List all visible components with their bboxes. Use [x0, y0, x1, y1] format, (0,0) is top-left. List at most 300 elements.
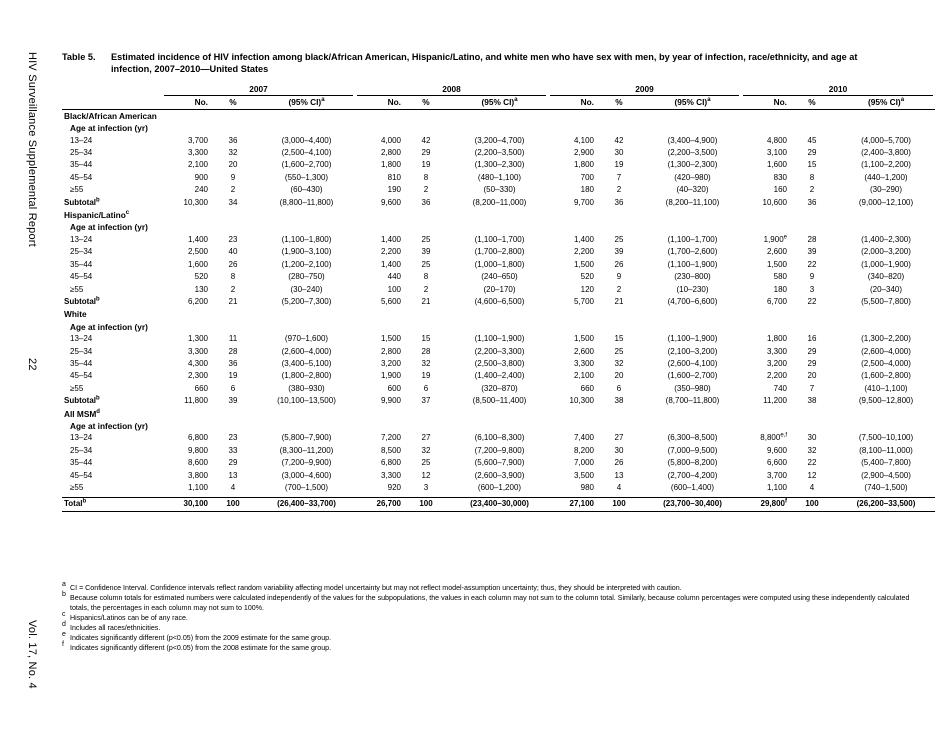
group-header	[62, 109, 935, 122]
table-row-label	[62, 259, 162, 271]
cell-percent: 26	[614, 259, 624, 269]
caption-line-2: infection, 2007–2010—United States	[111, 64, 269, 74]
table-row	[62, 246, 935, 258]
cell-percent: 32	[421, 445, 431, 455]
cell-number	[741, 470, 787, 482]
cell-ci: (5,200–7,300)	[281, 296, 332, 306]
cell-number	[548, 296, 594, 308]
subtotal-row	[62, 197, 935, 209]
number-value: 1,500	[380, 334, 401, 344]
cell-number	[162, 135, 208, 147]
group-filler	[162, 308, 935, 320]
cell-ci: (1,100–1,900)	[667, 334, 718, 344]
cell-percent: 39	[807, 247, 817, 257]
number-value: 900	[194, 172, 208, 182]
incidence-table	[62, 83, 935, 512]
table-row-label	[62, 432, 162, 444]
cell-percent: 29	[807, 358, 817, 368]
cell-number	[355, 147, 401, 159]
cell-number	[741, 498, 787, 511]
ci-footnote-mark: a	[900, 97, 905, 104]
cell-percent: 25	[614, 346, 624, 356]
table-row-label	[62, 383, 162, 395]
cell-number	[355, 457, 401, 469]
footnote-text: Indicates significantly different (p<0.05) from the 2009 estimate for the same group.	[70, 634, 332, 642]
cell-percent: 8	[230, 272, 236, 282]
footnote-mark: b	[96, 395, 100, 402]
cell-ci: (2,200–3,500)	[667, 148, 718, 158]
cell-percent: 20	[807, 371, 817, 381]
number-value: 4,100	[573, 135, 594, 145]
cell-number	[162, 159, 208, 171]
table-row	[62, 259, 935, 271]
cell-number	[355, 197, 401, 209]
table-row	[62, 271, 935, 283]
cell-number	[548, 159, 594, 171]
cell-percent: 29	[807, 148, 817, 158]
cell-percent: 19	[228, 371, 238, 381]
cell-percent: 32	[807, 445, 817, 455]
cell-number	[355, 482, 401, 494]
footnote	[62, 593, 922, 613]
number-value: 1,800	[573, 160, 594, 170]
cell-ci: (9,000–12,100)	[858, 197, 914, 207]
number-value: 6,600	[766, 458, 787, 468]
footnote-text: CI = Confidence Interval. Confidence intervals reflect random variability affecting model uncertainty but may not reflect model-assumption uncertainty; thus, they should be interpreted with caution.	[70, 584, 682, 592]
cell-ci: (2,100–3,200)	[667, 346, 718, 356]
cell-number	[355, 159, 401, 171]
cell-ci: (280–750)	[288, 272, 325, 282]
label-text: Total	[64, 499, 83, 509]
footnote-text: Indicates significantly different (p<0.05) from the 2008 estimate for the same group.	[70, 644, 332, 652]
cell-percent: 29	[807, 346, 817, 356]
age-filler	[162, 122, 935, 134]
cell-ci: (2,000–3,200)	[861, 247, 911, 257]
table-row-label	[62, 159, 162, 171]
table-row	[62, 333, 935, 345]
footnote	[62, 633, 922, 643]
table-row-label	[62, 470, 162, 482]
footnote-text: Because column totals for estimated numbers were calculated independently of the values for the subpopulations, the values in each column may not sum to the column total. Similarly, because column percentages were computed using these independently calculated totals, the percentages in each column may not sum to 100%.	[70, 594, 910, 612]
cell-percent: 32	[614, 358, 624, 368]
number-value: 3,300	[766, 346, 787, 356]
footnote-mark: c	[125, 210, 130, 217]
number-value: 1,900	[380, 371, 401, 381]
footnote-mark: a	[62, 581, 66, 588]
label-text: Age at infection (yr)	[70, 321, 148, 332]
cell-ci: (1,400–2,300)	[861, 234, 911, 244]
cell-ci: (1,100–1,700)	[667, 234, 718, 244]
cell-number	[355, 333, 401, 345]
cell-number	[355, 234, 401, 246]
cell-ci: (970–1,600)	[284, 334, 329, 344]
cell-percent: 21	[614, 296, 624, 306]
label-text: 25–34	[70, 445, 93, 455]
cell-percent: 4	[809, 483, 815, 492]
number-value: 3,300	[187, 148, 208, 158]
cell-percent: 7	[616, 172, 622, 182]
cell-ci: (3,200–4,700)	[474, 135, 525, 145]
cell-ci: (8,500–11,400)	[472, 396, 527, 406]
cell-ci: (550–1,300)	[284, 172, 329, 182]
label-text: 35–44	[70, 259, 93, 269]
cell-ci: (440–1,200)	[864, 172, 908, 182]
number-value: 8,800	[760, 433, 781, 443]
number-value: 8,200	[573, 445, 594, 455]
col-pct-header: %	[208, 96, 258, 109]
cell-number	[548, 346, 594, 358]
ci-label: (95% CI)	[288, 97, 322, 108]
table-number: Table 5.	[62, 52, 96, 62]
label-text: 45–54	[70, 172, 93, 182]
ci-label: (95% CI)	[481, 97, 515, 108]
cell-percent: 28	[421, 346, 431, 356]
cell-number	[548, 470, 594, 482]
number-value: 100	[387, 284, 401, 294]
cell-ci: (1,100–2,200)	[861, 160, 911, 170]
footnote	[62, 613, 922, 623]
table-row-label	[62, 284, 162, 296]
number-value: 3,300	[187, 346, 208, 356]
group-header-label	[62, 209, 162, 221]
year-2008-header: 2008	[355, 83, 548, 96]
number-value: 1,500	[766, 259, 787, 269]
cell-ci: (5,600–7,900)	[474, 458, 525, 468]
cell-ci: (20–340)	[869, 284, 903, 294]
cell-ci: (5,500–7,800)	[861, 296, 911, 306]
number-value: 160	[773, 185, 787, 195]
footnote-mark: b	[82, 498, 87, 505]
number-value: 2,800	[380, 148, 401, 158]
cell-percent: 8	[423, 172, 429, 182]
ci-label: (95% CI)	[867, 97, 901, 108]
number-value: 740	[773, 383, 787, 393]
cell-percent: 13	[614, 470, 624, 480]
footnote-mark: b	[96, 296, 100, 303]
significance-mark: e	[783, 234, 787, 241]
number-value: 2,300	[187, 371, 208, 381]
cell-ci: (1,600–2,700)	[667, 371, 718, 381]
age-filler	[162, 321, 935, 333]
cell-number	[548, 259, 594, 271]
cell-number	[741, 346, 787, 358]
cell-percent: 4	[616, 483, 622, 492]
label-text: ≥55	[70, 483, 84, 492]
group-header-label	[62, 109, 162, 122]
cell-number	[741, 383, 787, 395]
cell-ci: (320–870)	[481, 383, 518, 393]
cell-ci: (2,200–3,500)	[474, 148, 525, 158]
cell-ci: (23,400–30,000)	[451, 498, 548, 511]
subtotal-row	[62, 296, 935, 308]
cell-ci: (2,600–3,900)	[474, 470, 525, 480]
cell-percent: 23	[228, 433, 238, 443]
label-text: Black/African American	[64, 110, 157, 121]
cell-ci: (1,900–3,100)	[281, 247, 332, 257]
number-value: 1,400	[380, 234, 401, 244]
number-value: 6,200	[187, 296, 208, 306]
page-number: 22	[26, 358, 38, 371]
col-pct-header: %	[594, 96, 644, 109]
running-title: HIV Surveillance Supplemental Report	[26, 52, 38, 247]
number-value: 27,100	[569, 499, 594, 509]
footnote-mark: c	[62, 611, 66, 618]
group-filler	[162, 209, 935, 221]
cell-percent: 30	[807, 433, 817, 443]
cell-ci: (380–930)	[288, 383, 325, 393]
total-row	[62, 498, 935, 511]
cell-percent: 2	[616, 185, 622, 195]
footnotes	[62, 583, 922, 653]
cell-percent: 9	[230, 172, 236, 182]
cell-percent: 8	[809, 172, 815, 182]
number-value: 6,800	[187, 433, 208, 443]
cell-percent: 27	[614, 433, 624, 443]
cell-ci: (7,000–9,500)	[667, 445, 718, 455]
table-row	[62, 383, 935, 395]
table-row-label	[62, 482, 162, 494]
cell-number	[162, 296, 208, 308]
cell-percent: 12	[807, 470, 817, 480]
cell-percent: 45	[807, 135, 817, 145]
number-value: 9,900	[380, 396, 401, 406]
cell-percent: 100	[594, 498, 644, 511]
label-text: 45–54	[70, 272, 93, 282]
cell-number	[162, 445, 208, 457]
number-value: 1,900	[763, 234, 784, 244]
ci-footnote-mark: a	[707, 97, 711, 104]
cell-percent: 15	[614, 334, 624, 344]
label-text: 25–34	[70, 247, 93, 257]
col-ci-header	[837, 96, 935, 109]
table-row-label	[62, 271, 162, 283]
age-subheader	[62, 122, 935, 134]
label-text: Age at infection (yr)	[70, 123, 148, 134]
cell-percent: 36	[421, 197, 431, 207]
cell-ci: (2,500–3,800)	[474, 358, 525, 368]
number-value: 3,200	[766, 358, 787, 368]
cell-ci: (600–1,400)	[670, 483, 715, 492]
number-value: 1,300	[187, 334, 208, 344]
ci-footnote-mark: a	[321, 97, 325, 104]
cell-percent: 23	[228, 234, 238, 244]
table-row	[62, 172, 935, 184]
year-2007-header: 2007	[162, 83, 355, 96]
footnote	[62, 643, 922, 653]
year-2010-header: 2010	[741, 83, 935, 96]
cell-ci: (2,500–4,000)	[861, 358, 911, 368]
label-text: 13–24	[70, 334, 93, 344]
number-value: 240	[194, 185, 208, 195]
cell-ci: (3,000–4,400)	[281, 135, 332, 145]
subtotal-row-label	[62, 197, 162, 209]
cell-number	[548, 432, 594, 444]
number-value: 11,200	[763, 396, 787, 406]
cell-ci: (26,200–33,500)	[837, 498, 935, 511]
cell-percent: 42	[614, 135, 624, 145]
number-value: 180	[580, 185, 594, 195]
footnote-mark: e	[62, 631, 66, 638]
table-row	[62, 370, 935, 382]
number-value: 190	[387, 185, 401, 195]
cell-number	[162, 197, 208, 209]
number-value: 9,700	[573, 197, 594, 207]
number-value: 2,600	[573, 346, 594, 356]
group-header	[62, 408, 935, 420]
table-row-label	[62, 246, 162, 258]
cell-number	[355, 184, 401, 196]
cell-ci: (1,100–1,900)	[474, 334, 525, 344]
cell-percent: 40	[228, 247, 238, 257]
col-ci-header	[258, 96, 355, 109]
number-value: 10,300	[569, 396, 594, 406]
cell-number	[162, 259, 208, 271]
subtotal-row-label	[62, 395, 162, 407]
cell-number	[741, 197, 787, 209]
number-value: 11,800	[184, 396, 208, 406]
cell-ci: (30–290)	[869, 185, 903, 195]
cell-ci: (7,500–10,100)	[858, 433, 914, 443]
cell-percent: 26	[228, 259, 238, 269]
table-row	[62, 234, 935, 246]
number-value: 5,600	[380, 296, 401, 306]
label-text: 13–24	[70, 234, 93, 244]
cell-number	[162, 395, 208, 407]
col-ci-header	[644, 96, 741, 109]
cell-ci: (2,600–4,000)	[861, 346, 911, 356]
cell-ci: (600–1,200)	[477, 483, 522, 492]
cell-ci: (9,500–12,800)	[858, 396, 914, 406]
number-value: 8,500	[380, 445, 401, 455]
cell-percent: 15	[421, 334, 431, 344]
cell-number	[355, 432, 401, 444]
cell-ci: (420–980)	[674, 172, 711, 182]
label-text: All MSM	[64, 408, 97, 419]
cell-ci: (3,400–5,100)	[281, 358, 332, 368]
cell-number	[162, 346, 208, 358]
total-row-label	[62, 498, 162, 511]
cell-percent: 2	[809, 185, 815, 195]
table-body	[62, 109, 935, 511]
cell-number	[162, 246, 208, 258]
label-text: Age at infection (yr)	[70, 222, 148, 233]
number-value: 3,300	[573, 358, 594, 368]
cell-ci: (2,400–3,800)	[861, 148, 911, 158]
table-row	[62, 432, 935, 444]
cell-number	[741, 159, 787, 171]
volume-label: Vol. 17, No. 4	[26, 620, 38, 689]
cell-percent: 39	[421, 247, 431, 257]
cell-percent: 25	[614, 234, 624, 244]
cell-number	[162, 482, 208, 494]
table-row-label	[62, 358, 162, 370]
cell-percent: 22	[807, 259, 817, 269]
cell-percent: 6	[230, 383, 236, 393]
cell-percent: 100	[401, 498, 451, 511]
number-value: 580	[773, 272, 787, 282]
cell-percent: 25	[421, 234, 431, 244]
number-value: 180	[773, 284, 787, 294]
cell-number	[355, 172, 401, 184]
table-row-label	[62, 147, 162, 159]
cell-ci: (26,400–33,700)	[258, 498, 355, 511]
cell-percent: 6	[616, 383, 622, 393]
cell-percent: 38	[614, 396, 624, 406]
footnote-mark: d	[62, 621, 66, 628]
cell-ci: (8,100–11,000)	[859, 445, 913, 455]
cell-percent: 13	[228, 470, 238, 480]
cell-number	[548, 147, 594, 159]
number-value: 5,700	[573, 296, 594, 306]
cell-ci: (2,900–4,500)	[861, 470, 911, 480]
column-header-row	[62, 96, 935, 109]
number-value: 7,200	[380, 433, 401, 443]
table-row-label	[62, 346, 162, 358]
cell-ci: (1,300–2,200)	[861, 334, 911, 344]
table-row	[62, 159, 935, 171]
group-header-label	[62, 308, 162, 320]
subtotal-row	[62, 395, 935, 407]
number-value: 3,200	[380, 358, 401, 368]
age-filler	[162, 420, 935, 432]
cell-ci: (2,700–4,200)	[667, 470, 718, 480]
cell-ci: (1,800–2,800)	[281, 371, 332, 381]
year-header-row	[62, 83, 935, 96]
cell-number	[741, 246, 787, 258]
cell-percent: 2	[423, 284, 429, 294]
cell-percent: 19	[614, 160, 624, 170]
number-value: 29,800	[760, 499, 785, 509]
table-row-label	[62, 172, 162, 184]
number-value: 3,100	[766, 148, 787, 158]
cell-ci: (23,700–30,400)	[644, 498, 741, 511]
number-value: 9,600	[380, 197, 401, 207]
cell-ci: (60–430)	[290, 185, 323, 195]
cell-percent: 36	[807, 197, 817, 207]
cell-ci: (4,700–6,600)	[667, 296, 718, 306]
cell-percent: 2	[230, 284, 236, 294]
label-text: Subtotal	[64, 197, 96, 207]
cell-percent: 30	[614, 148, 624, 158]
cell-percent: 2	[423, 185, 429, 195]
cell-number	[741, 395, 787, 407]
cell-number	[355, 498, 401, 511]
cell-percent: 15	[807, 160, 817, 170]
number-value: 7,400	[573, 433, 594, 443]
table-row-label	[62, 457, 162, 469]
cell-ci: (8,200–11,100)	[665, 197, 720, 207]
number-value: 660	[580, 383, 594, 393]
cell-ci: (8,800–11,800)	[279, 197, 334, 207]
number-value: 3,800	[187, 470, 208, 480]
age-subheader-label	[62, 122, 162, 134]
number-value: 600	[387, 383, 401, 393]
footnote-mark: b	[62, 591, 66, 598]
cell-percent: 21	[421, 296, 431, 306]
col-no-header: No.	[355, 96, 401, 109]
table-row	[62, 284, 935, 296]
ci-footnote-mark: a	[514, 97, 518, 104]
cell-ci: (1,000–1,800)	[474, 259, 525, 269]
cell-percent: 36	[614, 197, 624, 207]
age-subheader	[62, 221, 935, 233]
cell-number	[741, 445, 787, 457]
cell-number	[355, 135, 401, 147]
number-value: 30,100	[183, 499, 208, 509]
significance-mark: e,f	[780, 432, 787, 439]
cell-number	[741, 135, 787, 147]
number-value: 9,800	[187, 445, 208, 455]
